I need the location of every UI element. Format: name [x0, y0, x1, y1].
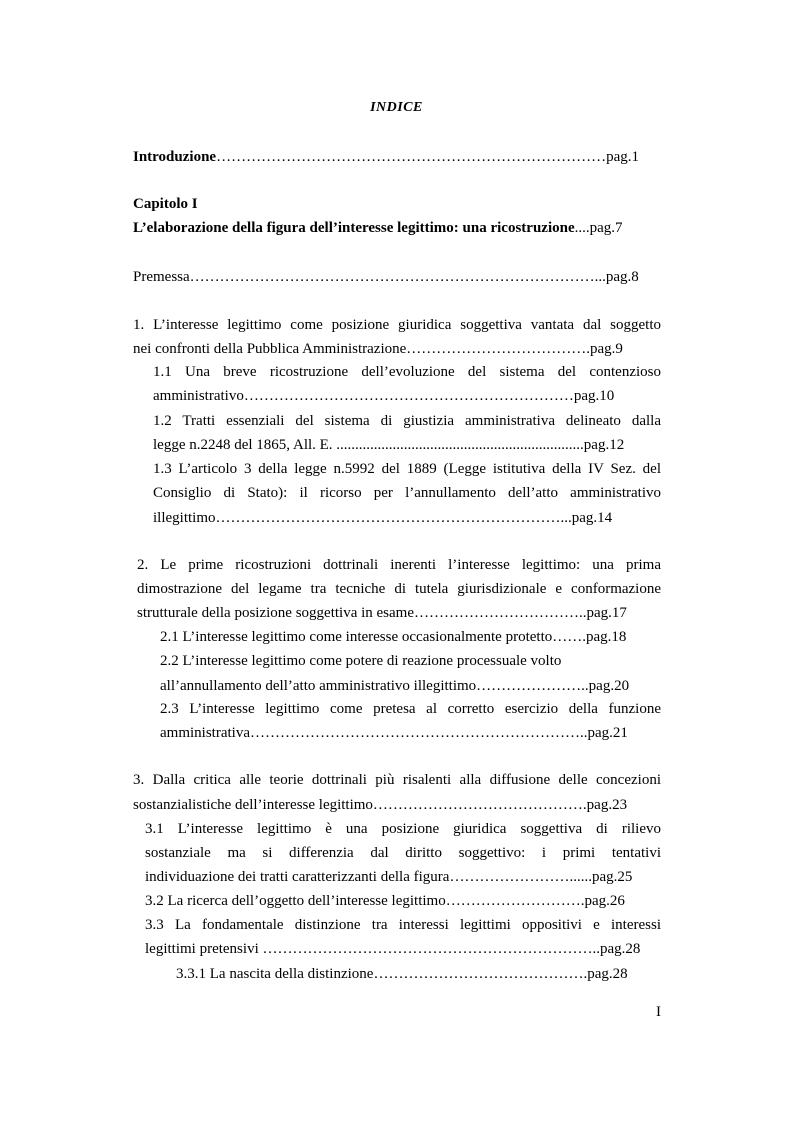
toc-s2-2-line1[interactable]: 2.2 L’interesse legittimo come potere di reazione processuale volto: [160, 653, 562, 669]
toc-capitolo-title[interactable]: [133, 219, 623, 237]
toc-s1-3-line3[interactable]: illegittimo……………………………………………………………...pag.14: [153, 510, 613, 526]
toc-capitolo: Capitolo I: [133, 196, 198, 212]
toc-s3-2[interactable]: 3.2 La ricerca dell’oggetto dell’interesse legittimo……………………….pag.26: [145, 893, 625, 909]
toc-introduzione[interactable]: [133, 148, 639, 166]
toc-s2-line3[interactable]: strutturale della posizione soggettiva in esame……………………………..pag.17: [137, 605, 627, 621]
toc-s1-1-line1[interactable]: 1.1 Una breve ricostruzione dell’evoluzione del sistema del contenzioso: [153, 364, 661, 380]
toc-s3-1-line2[interactable]: sostanziale ma si differenzia dal diritto soggettivo: i primi tentativi: [145, 845, 661, 861]
page-number: I: [656, 1004, 661, 1020]
toc-s3-3-1[interactable]: 3.3.1 La nascita della distinzione…………………………………….pag.28: [176, 966, 628, 982]
toc-capitolo-title-leader: ....pag.7: [574, 220, 623, 236]
toc-s3-3-line2[interactable]: legittimi pretensivi …………………………………………………………..pag.28: [145, 941, 641, 957]
toc-s2-3-line2[interactable]: amministrativa…………………………………………………………..pag.21: [160, 725, 628, 741]
toc-s1-3-line1[interactable]: 1.3 L’articolo 3 della legge n.5992 del 1889 (Legge istitutiva della IV Sez. del: [153, 461, 661, 477]
toc-capitolo-title-label: L’elaborazione della figura dell’interesse legittimo: una ricostruzione: [133, 220, 575, 236]
toc-s3-line2[interactable]: sostanzialistiche dell’interesse legittimo…………………………………….pag.23: [133, 797, 628, 813]
index-title: INDICE: [370, 100, 423, 115]
toc-introduzione-leader: ……………………………………………………………………pag.1: [216, 149, 639, 165]
toc-premessa[interactable]: Premessa………………………………………………………………………...pag.8: [133, 269, 639, 285]
toc-s1-2-line2[interactable]: legge n.2248 del 1865, All. E. ..................................................................pag.12: [153, 437, 625, 453]
toc-s1-2-line1[interactable]: 1.2 Tratti essenziali del sistema di giustizia amministrativa delineato dalla: [153, 413, 661, 429]
toc-s3-1-line3[interactable]: individuazione dei tratti caratterizzanti della figura……………………......pag.25: [145, 869, 633, 885]
toc-s3-line1[interactable]: 3. Dalla critica alle teorie dottrinali più risalenti alla diffusione delle concezioni: [133, 772, 661, 788]
toc-s2-1[interactable]: 2.1 L’interesse legittimo come interesse occasionalmente protetto…….pag.18: [160, 629, 627, 645]
toc-s1-line1[interactable]: 1. L’interesse legittimo come posizione giuridica soggettiva vantata dal soggetto: [133, 317, 661, 333]
toc-s2-2-line2[interactable]: all’annullamento dell’atto amministrativo illegittimo…………………..pag.20: [160, 678, 630, 694]
toc-s2-line2[interactable]: dimostrazione del legame tra tecniche di tutela giurisdizionale e conformazione: [137, 581, 661, 597]
toc-s1-line2[interactable]: nei confronti della Pubblica Amministrazione……………………………….pag.9: [133, 341, 623, 357]
toc-s3-1-line1[interactable]: 3.1 L’interesse legittimo è una posizione giuridica soggettiva di rilievo: [145, 821, 661, 837]
toc-s1-3-line2[interactable]: Consiglio di Stato): il ricorso per l’annullamento dell’atto amministrativo: [153, 485, 661, 501]
toc-s2-3-line1[interactable]: 2.3 L’interesse legittimo come pretesa al corretto esercizio della funzione: [160, 701, 661, 717]
toc-introduzione-label: Introduzione: [133, 149, 217, 165]
toc-s2-line1[interactable]: 2. Le prime ricostruzioni dottrinali inerenti l’interesse legittimo: una prima: [137, 557, 661, 573]
toc-s1-1-line2[interactable]: amministrativo…………………………………………………………pag.10: [153, 388, 615, 404]
toc-s3-3-line1[interactable]: 3.3 La fondamentale distinzione tra interessi legittimi oppositivi e interessi: [145, 917, 661, 933]
